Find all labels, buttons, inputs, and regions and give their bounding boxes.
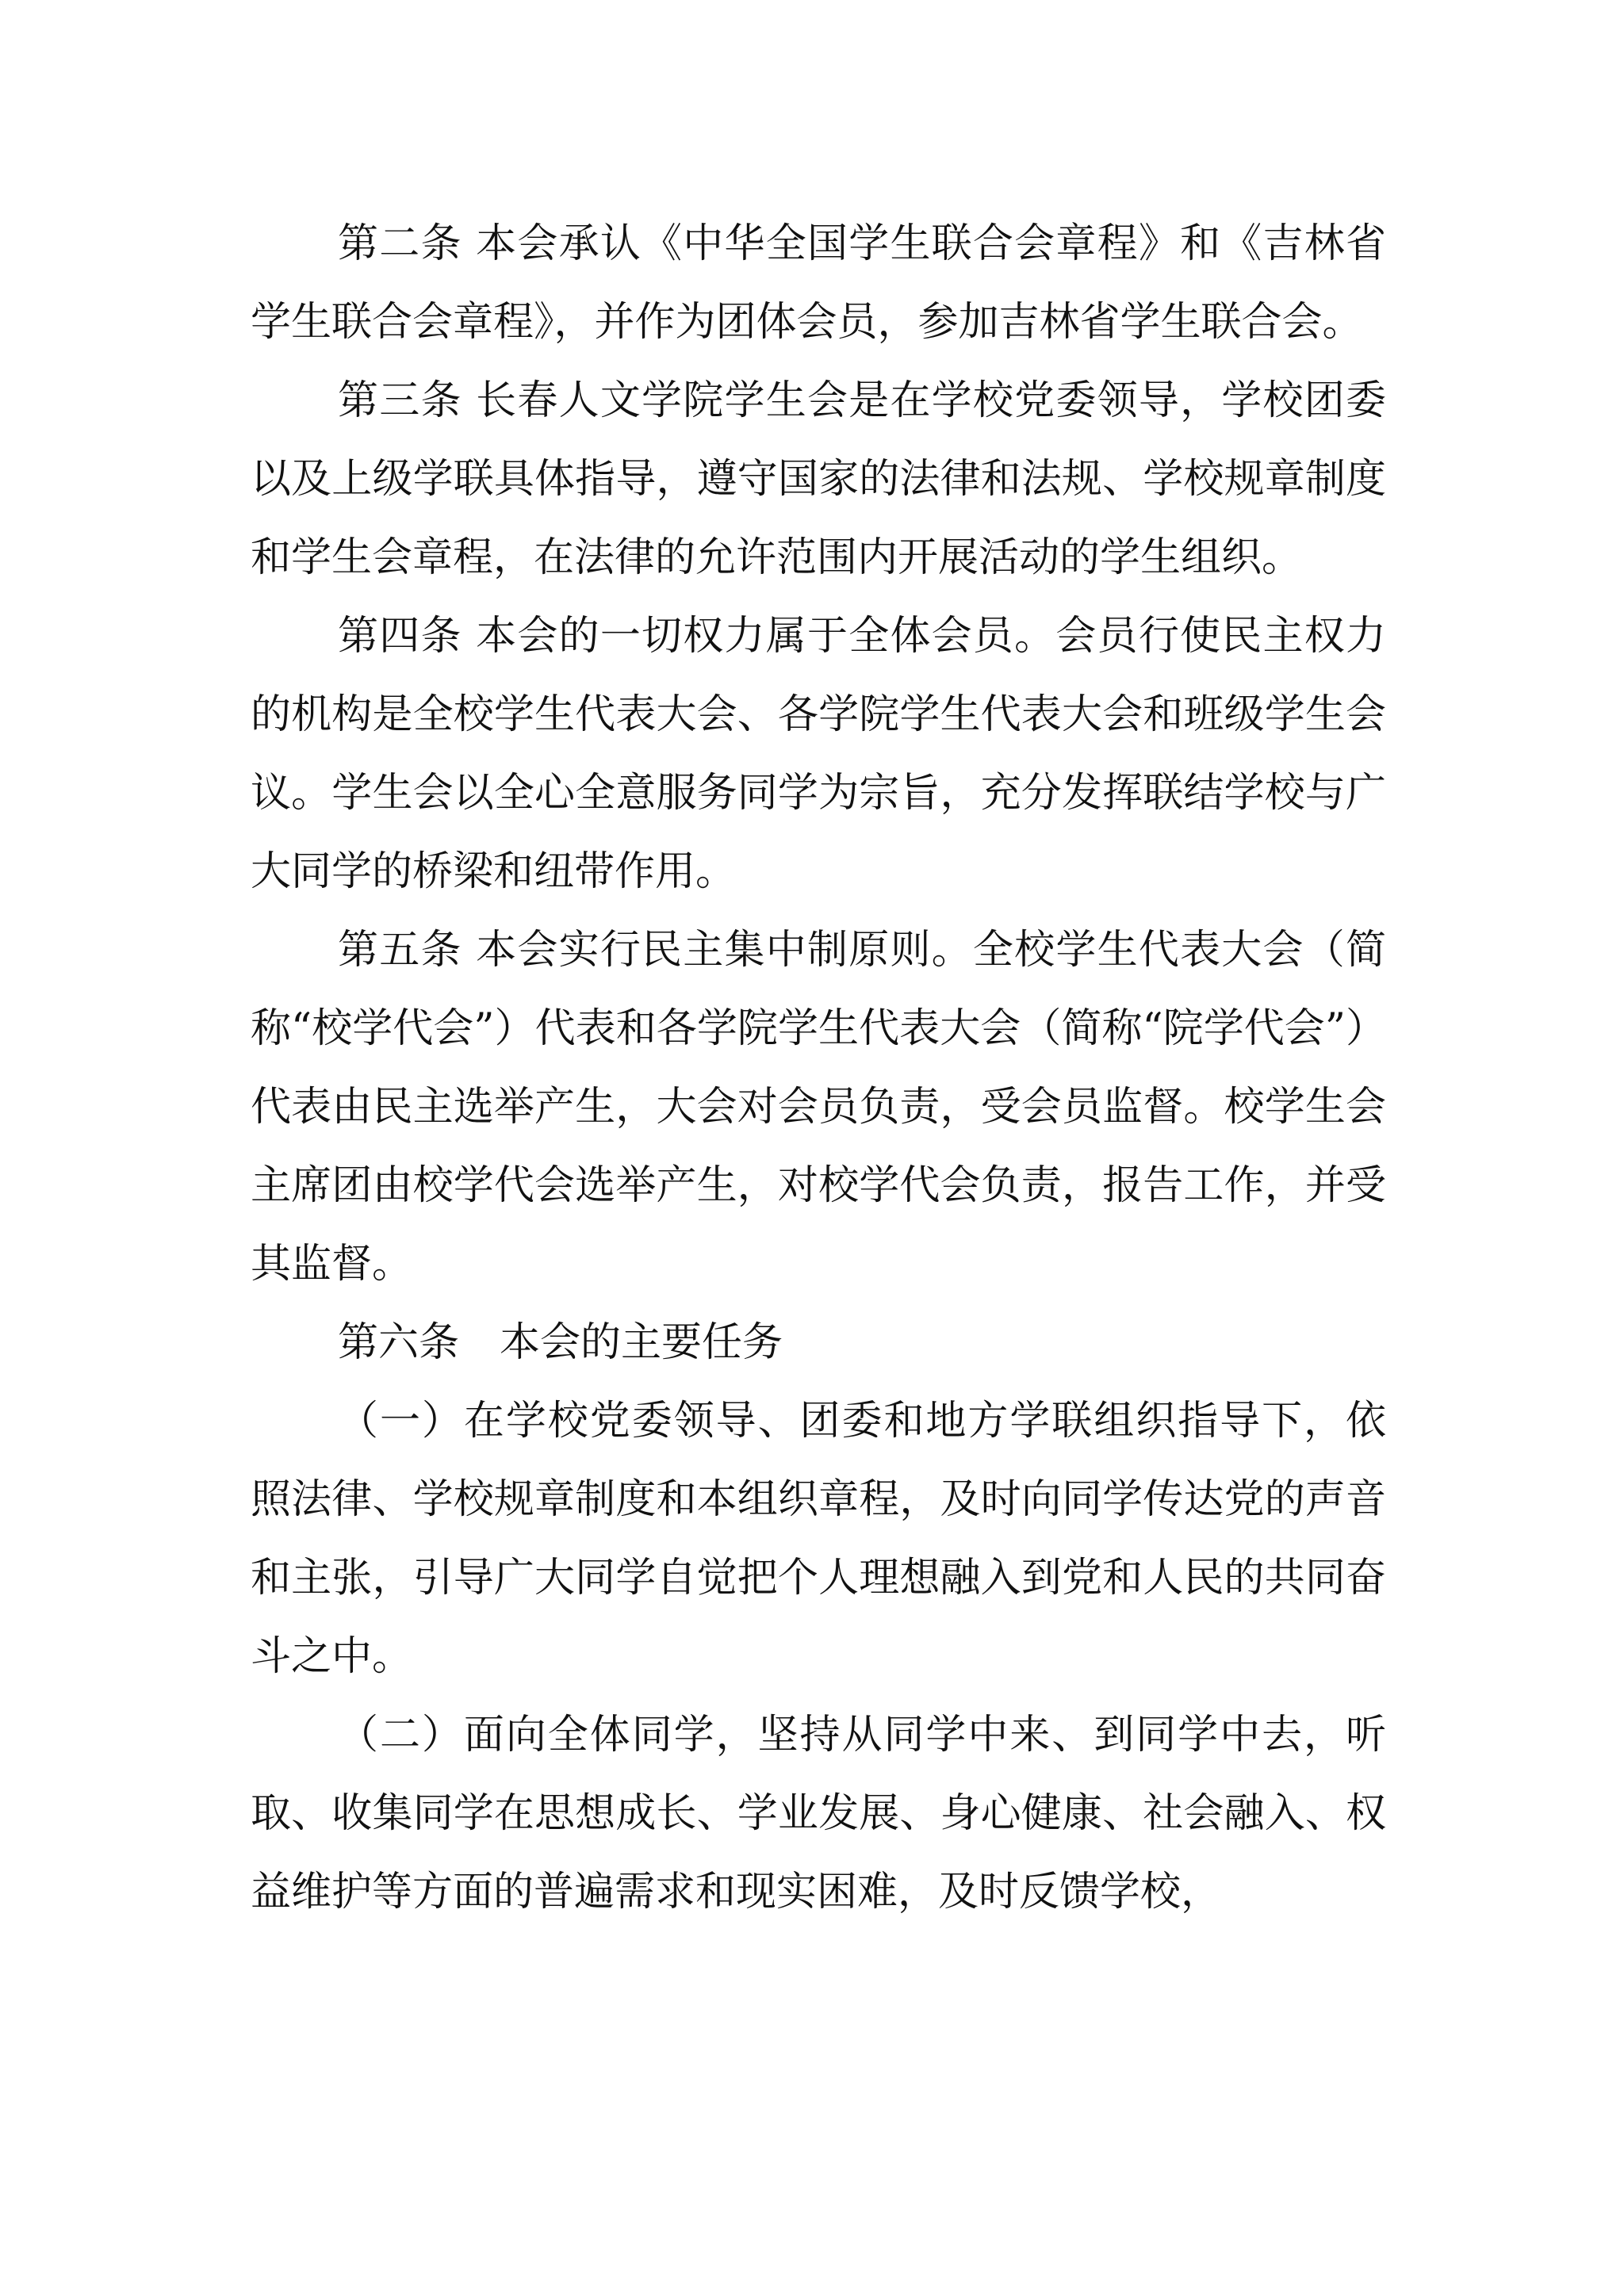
article-6-item-1: （一）在学校党委领导、团委和地方学联组织指导下，依照法律、学校规章制度和本组织章程，及时向同学传达党的声音和主张，引导广大同学自觉把个人理想融入到党和人民的共同奋斗之中。 bbox=[251, 1398, 1386, 1680]
article-6-heading: 第六条 本会的主要任务 bbox=[338, 1319, 783, 1366]
article-4-paragraph: 第四条 本会的一切权力属于全体会员。会员行使民主权力的机构是全校学生代表大会、各学院学生代表大会和班级学生会议。学生会以全心全意服务同学为宗旨，充分发挥联结学校与广大同学的桥梁和纽带作用。 bbox=[251, 613, 1386, 895]
article-3-paragraph: 第三条 长春人文学院学生会是在学校党委领导，学校团委以及上级学联具体指导，遵守国家的法律和法规、学校规章制度和学生会章程，在法律的允许范围内开展活动的学生组织。 bbox=[251, 377, 1386, 581]
document-body bbox=[251, 205, 1386, 1931]
article-5-paragraph: 第五条 本会实行民主集中制原则。全校学生代表大会（简称“校学代会”）代表和各学院学生代表大会（简称“院学代会”）代表由民主选举产生，大会对会员负责，受会员监督。校学生会主席团由校学代会选举产生，对校学代会负责，报告工作，并受其监督。 bbox=[251, 927, 1386, 1288]
article-2-paragraph: 第二条 本会承认《中华全国学生联合会章程》和《吉林省学生联合会章程》，并作为团体会员，参加吉林省学生联合会。 bbox=[251, 220, 1386, 346]
article-6-item-2: （二）面向全体同学，坚持从同学中来、到同学中去，听取、收集同学在思想成长、学业发展、身心健康、社会融入、权益维护等方面的普遍需求和现实困难，及时反馈学校， bbox=[251, 1712, 1386, 1915]
